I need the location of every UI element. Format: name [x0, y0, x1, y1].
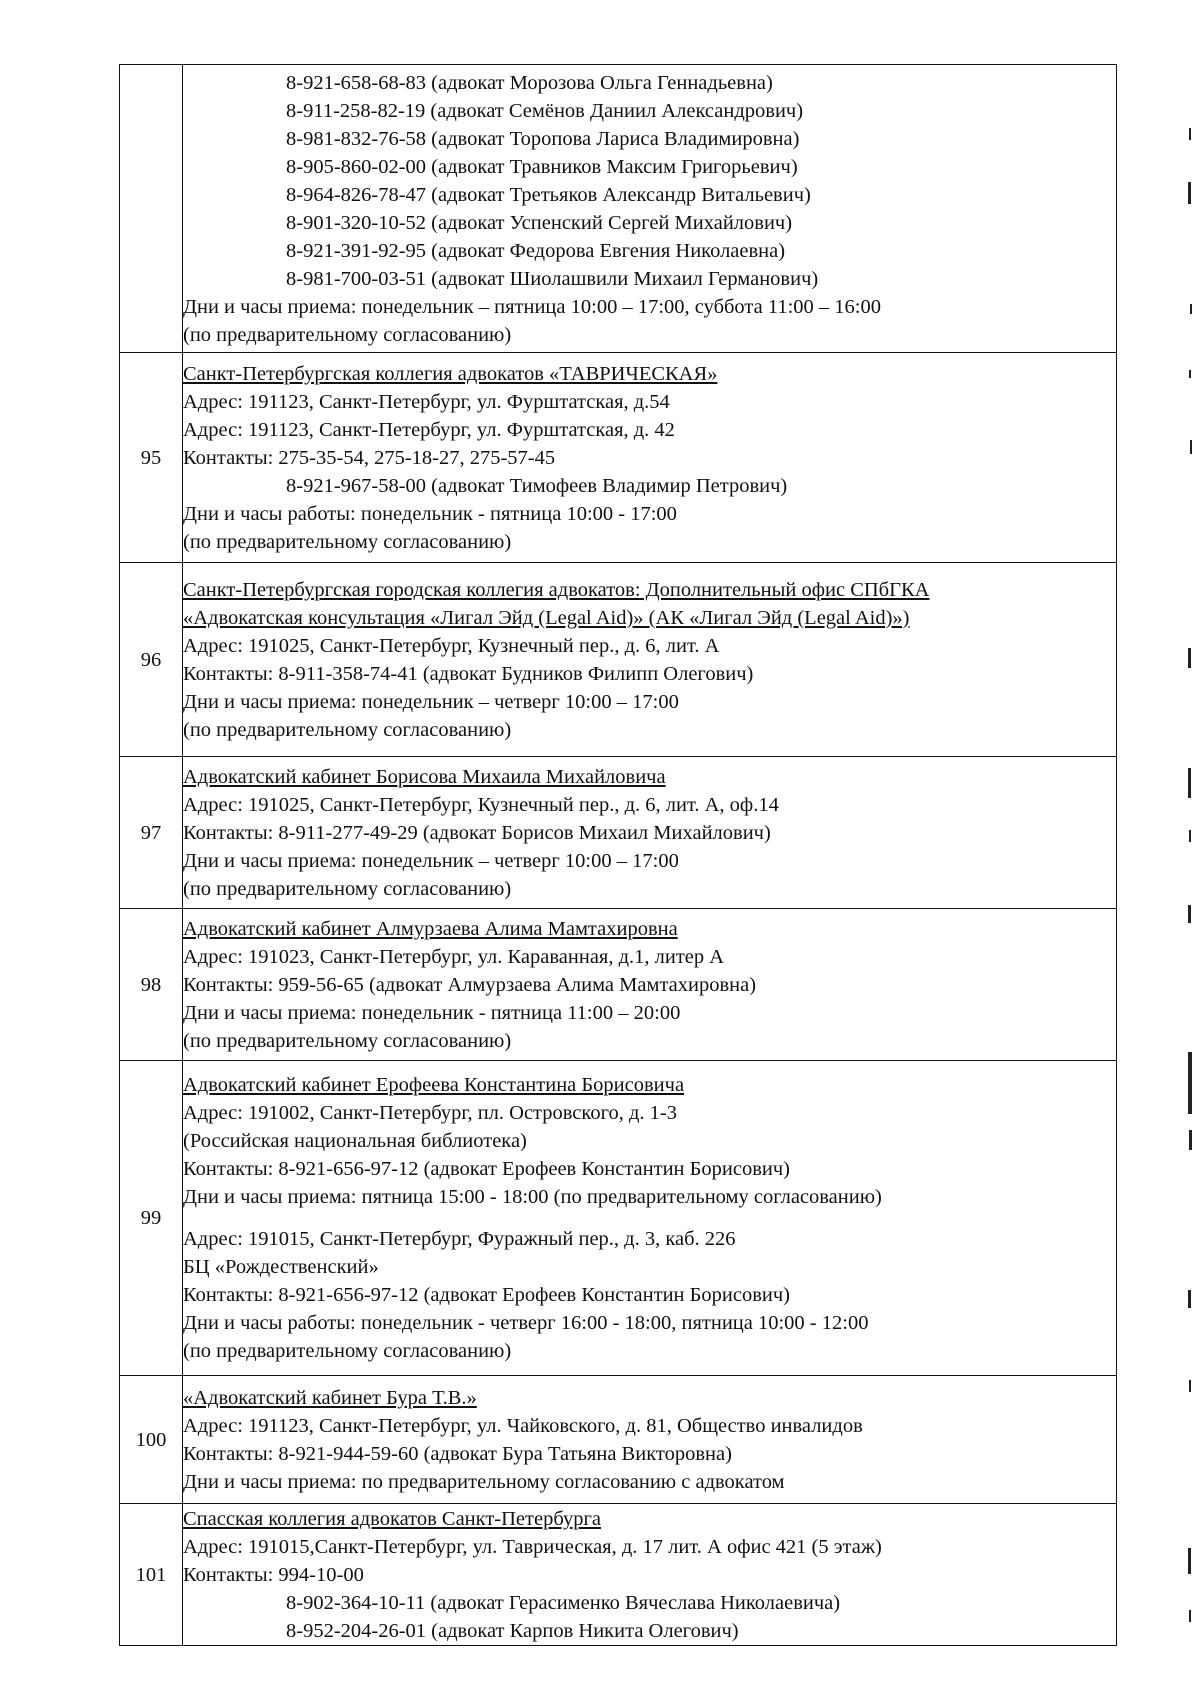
contacts-line: Контакты: 994-10-00 — [183, 1563, 364, 1586]
scan-artifact — [1188, 1290, 1191, 1308]
address-line: Адрес: 191123, Санкт-Петербург, ул. Фурштатская, д. 42 — [183, 418, 675, 441]
phone-line: 8-911-258-82-19 (адвокат Семёнов Даниил Александрович) — [286, 99, 804, 122]
reception-hours: Дни и часы приема: понедельник – четверг 10:00 – 17:00 — [183, 849, 679, 872]
appointment-note: (по предварительному согласованию) — [183, 718, 512, 741]
row-number: 99 — [120, 1061, 183, 1376]
scan-artifact — [1188, 905, 1191, 923]
table-row — [120, 1061, 1117, 1376]
phone-line: 8-921-391-92-95 (адвокат Федорова Евгения Николаевна) — [286, 239, 786, 262]
appointment-note: (по предварительному согласованию) — [183, 1340, 512, 1362]
lawyers-registry-table — [119, 64, 1117, 1646]
row-number: 96 — [120, 563, 183, 757]
phone-line: 8-901-320-10-52 (адвокат Успенский Сергей Михайлович) — [286, 211, 793, 234]
working-hours: Дни и часы работы: понедельник - четверг 16:00 - 18:00, пятница 10:00 - 12:00 — [183, 1312, 869, 1334]
reception-hours: Дни и часы приема: понедельник - пятница 11:00 – 20:00 — [183, 1001, 681, 1024]
contacts-line: Контакты: 8-921-656-97-12 (адвокат Ерофеев Константин Борисович) — [183, 1158, 791, 1180]
phone-line: 8-921-658-68-83 (адвокат Морозова Ольга Геннадьевна) — [286, 71, 773, 94]
reception-hours: Дни и часы приема: понедельник – четверг 10:00 – 17:00 — [183, 690, 679, 713]
row-content — [183, 353, 1117, 563]
scan-artifact — [1190, 440, 1192, 454]
scan-artifact — [1188, 1052, 1192, 1114]
address-line: Адрес: 191025, Санкт-Петербург, Кузнечный пер., д. 6, лит. А, оф.14 — [183, 793, 779, 816]
row-content — [183, 1376, 1117, 1504]
phone-line: 8-905-860-02-00 (адвокат Травников Максим Григорьевич) — [286, 155, 798, 178]
address-detail: (Российская национальная библиотека) — [183, 1130, 527, 1152]
scan-artifact — [1188, 1548, 1191, 1574]
phone-line: 8-921-967-58-00 (адвокат Тимофеев Владимир Петрович) — [286, 474, 788, 497]
spacer — [183, 1211, 1116, 1225]
reception-hours: Дни и часы приема: понедельник – пятница 10:00 – 17:00, суббота 11:00 – 16:00 — [183, 295, 881, 318]
table-row — [120, 909, 1117, 1061]
working-hours: Дни и часы работы: понедельник - пятница 10:00 - 17:00 — [183, 502, 677, 525]
organization-name: Санкт-Петербургская коллегия адвокатов «ТАВРИЧЕСКАЯ» — [183, 362, 718, 385]
organization-name: Адвокатский кабинет Ерофеева Константина Борисовича — [183, 1074, 685, 1096]
table-row — [120, 353, 1117, 563]
organization-name: Адвокатский кабинет Алмурзаева Алима Мамтахировна — [183, 917, 678, 940]
appointment-note: (по предварительному согласованию) — [183, 323, 512, 346]
organization-name: Санкт-Петербургская городская коллегия адвокатов: Дополнительный офис СПбГКА — [183, 578, 930, 601]
row-content — [183, 1061, 1117, 1376]
address-line: Адрес: 191002, Санкт-Петербург, пл. Островского, д. 1-3 — [183, 1102, 677, 1124]
row-content — [183, 65, 1117, 353]
row-number: 97 — [120, 757, 183, 909]
table-row — [120, 563, 1117, 757]
row-content — [183, 757, 1117, 909]
address-line: Адрес: 191015, Санкт-Петербург, Фуражный пер., д. 3, каб. 226 — [183, 1228, 736, 1250]
contacts-line: Контакты: 8-911-358-74-41 (адвокат Будников Филипп Олегович) — [183, 662, 754, 685]
reception-hours: Дни и часы приема: пятница 15:00 - 18:00 (по предварительному согласованию) — [183, 1186, 882, 1208]
address-detail: БЦ «Рождественский» — [183, 1256, 379, 1278]
organization-name: Адвокатский кабинет Борисова Михаила Михайловича — [183, 765, 666, 788]
reception-hours: Дни и часы приема: по предварительному согласованию с адвокатом — [183, 1470, 785, 1493]
contacts-line: Контакты: 8-921-656-97-12 (адвокат Ерофеев Константин Борисович) — [183, 1284, 791, 1306]
scan-artifact — [1189, 128, 1191, 140]
table-row — [120, 757, 1117, 909]
appointment-note: (по предварительному согласованию) — [183, 530, 512, 553]
scan-artifact — [1188, 648, 1191, 668]
scan-artifact — [1188, 182, 1191, 204]
phone-line: 8-952-204-26-01 (адвокат Карпов Никита Олегович) — [286, 1619, 739, 1642]
table-row — [120, 1504, 1117, 1646]
appointment-note: (по предварительному согласованию) — [183, 877, 512, 900]
row-content — [183, 909, 1117, 1061]
organization-name: Спасская коллегия адвокатов Санкт-Петербурга — [183, 1507, 601, 1530]
row-number — [120, 65, 183, 353]
organization-name: «Адвокатская консультация «Лигал Эйд (Legal Aid)» (АК «Лигал Эйд (Legal Aid)») — [183, 606, 910, 629]
scan-artifact — [1190, 304, 1192, 314]
address-line: Адрес: 191123, Санкт-Петербург, ул. Фурштатская, д.54 — [183, 390, 670, 413]
row-content — [183, 563, 1117, 757]
contacts-line: Контакты: 8-921-944-59-60 (адвокат Бура Татьяна Викторовна) — [183, 1442, 732, 1465]
contacts-line: Контакты: 8-911-277-49-29 (адвокат Борисов Михаил Михайлович) — [183, 821, 771, 844]
contacts-line: Контакты: 275-35-54, 275-18-27, 275-57-45 — [183, 446, 556, 469]
scan-artifact — [1189, 1130, 1192, 1150]
table-row — [120, 65, 1117, 353]
address-line: Адрес: 191015,Санкт-Петербург, ул. Таврическая, д. 17 лит. А офис 421 (5 этаж) — [183, 1535, 882, 1558]
phone-line: 8-981-700-03-51 (адвокат Шиолашвили Михаил Германович) — [286, 267, 819, 290]
row-number: 101 — [120, 1504, 183, 1646]
scan-artifact — [1189, 370, 1191, 378]
row-number: 100 — [120, 1376, 183, 1504]
phone-line: 8-981-832-76-58 (адвокат Торопова Лариса Владимировна) — [286, 127, 800, 150]
scan-artifact — [1189, 1380, 1191, 1392]
scan-artifact — [1189, 830, 1191, 842]
address-line: Адрес: 191123, Санкт-Петербург, ул. Чайковского, д. 81, Общество инвалидов — [183, 1414, 863, 1437]
phone-line: 8-902-364-10-11 (адвокат Герасименко Вячеслава Николаевича) — [286, 1591, 841, 1614]
scan-artifact — [1188, 768, 1191, 798]
row-number: 98 — [120, 909, 183, 1061]
appointment-note: (по предварительному согласованию) — [183, 1029, 512, 1052]
row-content — [183, 1504, 1117, 1646]
contacts-line: Контакты: 959-56-65 (адвокат Алмурзаева Алима Мамтахировна) — [183, 973, 757, 996]
phone-line: 8-964-826-78-47 (адвокат Третьяков Александр Витальевич) — [286, 183, 811, 206]
table-row — [120, 1376, 1117, 1504]
address-line: Адрес: 191025, Санкт-Петербург, Кузнечный пер., д. 6, лит. А — [183, 634, 720, 657]
address-line: Адрес: 191023, Санкт-Петербург, ул. Караванная, д.1, литер А — [183, 945, 725, 968]
organization-name: «Адвокатский кабинет Бура Т.В.» — [183, 1386, 477, 1409]
row-number: 95 — [120, 353, 183, 563]
scan-artifact — [1189, 1610, 1191, 1622]
